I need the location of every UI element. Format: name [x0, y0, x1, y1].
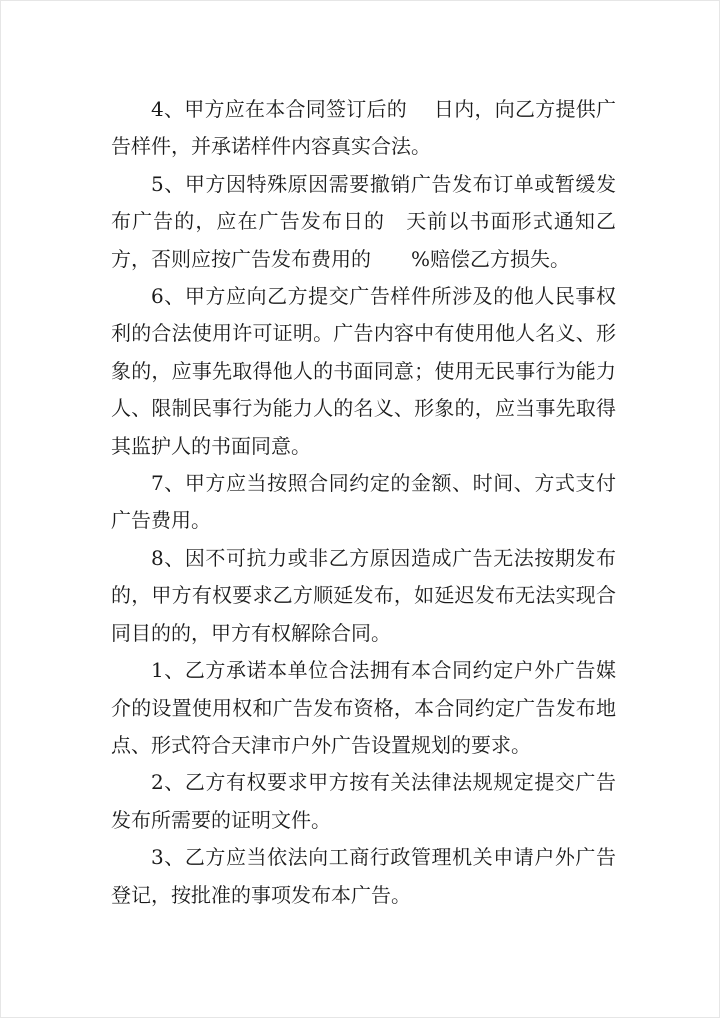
clause-paragraph-b1: 1、乙方承诺本单位合法拥有本合同约定户外广告媒介的设置使用权和广告发布资格，本合同约定广告发布地点、形式符合天津市户外广告设置规划的要求。: [111, 658, 616, 757]
clause-paragraph-a6: 6、甲方应向乙方提交广告样件所涉及的他人民事权利的合法使用许可证明。广告内容中有使用他人名义、形象的，应事先取得他人的书面同意；使用无民事行为能力人、限制民事行为能力人的名义、形象的，应当事先取得其监护人的书面同意。: [111, 284, 616, 458]
document-body: [111, 91, 616, 914]
clause-paragraph-a4: 4、甲方应在本合同签订后的 日内，向乙方提供广告样件，并承诺样件内容真实合法。: [111, 97, 616, 159]
clause-paragraph-b2: 2、乙方有权要求甲方按有关法律法规规定提交广告发布所需要的证明文件。: [111, 770, 616, 832]
clause-paragraph-b3: 3、乙方应当依法向工商行政管理机关申请户外广告登记，按批准的事项发布本广告。: [111, 845, 616, 907]
clause-paragraph-a8: 8、因不可抗力或非乙方原因造成广告无法按期发布的，甲方有权要求乙方顺延发布，如延迟发布无法实现合同目的的，甲方有权解除合同。: [111, 545, 616, 645]
clause-paragraph-a5: 5、甲方因特殊原因需要撤销广告发布订单或暂缓发布广告的，应在广告发布日的 天前以书面形式通知乙方，否则应按广告发布费用的 %赔偿乙方损失。: [111, 171, 616, 271]
clause-paragraph-a7: 7、甲方应当按照合同约定的金额、时间、方式支付广告费用。: [111, 471, 616, 533]
